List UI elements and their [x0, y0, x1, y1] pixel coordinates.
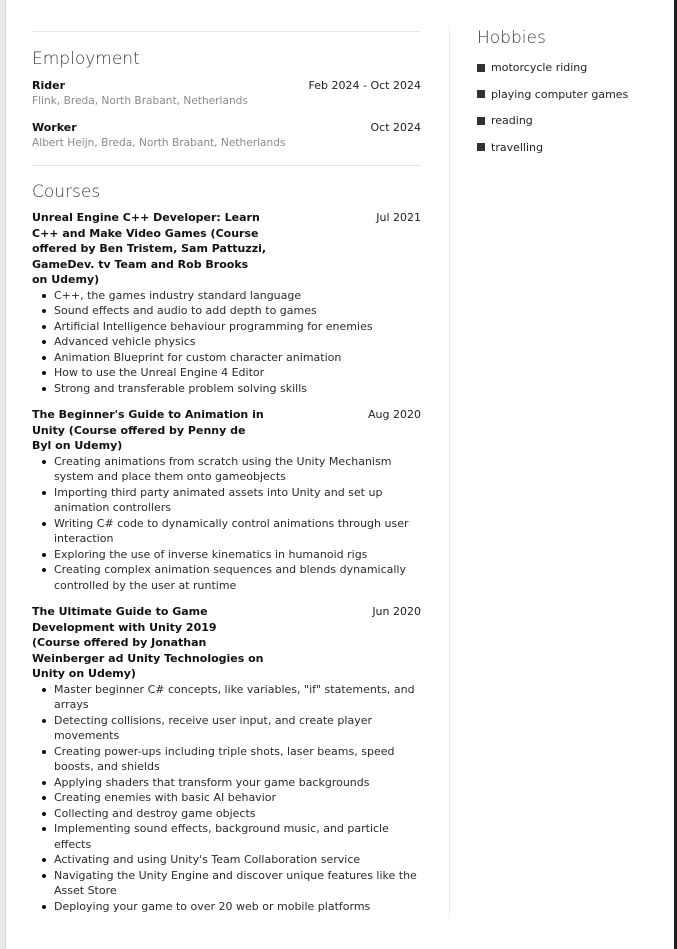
job-date: Feb 2024 - Oct 2024 [308, 79, 421, 92]
window-edge-left [0, 0, 6, 949]
list-item: Advanced vehicle physics [32, 334, 424, 350]
list-item: C++, the games industry standard language [32, 288, 424, 304]
course-entry [32, 210, 421, 396]
square-bullet-icon [477, 143, 485, 151]
list-item: Creating complex animation sequences and blends dynamically controlled by the user at runtime [32, 562, 424, 593]
list-item: Navigating the Unity Engine and discover unique features like the Asset Store [32, 868, 424, 899]
course-entry [32, 604, 421, 914]
employment-heading: Employment [32, 49, 140, 69]
course-title: Unreal Engine C++ Developer: Learn C++ and Make Video Games (Course offered by Ben Tristem, Sam Pattuzzi, GameDev. tv Team and Rob Brooks on Udemy) [32, 211, 267, 286]
job-title: Worker [32, 121, 77, 134]
sidebar [477, 28, 657, 166]
hobby-item: travelling [477, 140, 657, 167]
course-bullets [32, 288, 421, 397]
hobby-item: motorcycle riding [477, 60, 657, 87]
course-date: Jul 2021 [376, 211, 421, 224]
list-item: Activating and using Unity's Team Collaboration service [32, 852, 424, 868]
job-location: Albert Heijn, Breda, North Brabant, Netherlands [32, 137, 286, 149]
hobby-item: playing computer games [477, 87, 657, 114]
column-divider [449, 26, 450, 918]
course-bullets [32, 682, 421, 915]
course-bullets [32, 454, 421, 594]
course-title: The Ultimate Guide to Game Development with Unity 2019 (Course offered by Jonathan Weinberger ad Unity Technologies on Unity on Udemy) [32, 605, 264, 680]
list-item: Implementing sound effects, background music, and particle effects [32, 821, 424, 852]
square-bullet-icon [477, 64, 485, 72]
list-item: Importing third party animated assets into Unity and set up animation controllers [32, 485, 424, 516]
job-date: Oct 2024 [370, 121, 421, 134]
courses-heading: Courses [32, 182, 101, 202]
list-item: Collecting and destroy game objects [32, 806, 424, 822]
course-date: Aug 2020 [368, 408, 421, 421]
list-item: Artificial Intelligence behaviour programming for enemies [32, 319, 424, 335]
list-item: Strong and transferable problem solving skills [32, 381, 424, 397]
list-item: Animation Blueprint for custom character animation [32, 350, 424, 366]
main-column [32, 0, 421, 914]
list-item: Sound effects and audio to add depth to games [32, 303, 424, 319]
hobby-item: reading [477, 113, 657, 140]
square-bullet-icon [477, 117, 485, 125]
list-item: Master beginner C# concepts, like variables, "if" statements, and arrays [32, 682, 424, 713]
list-item: Detecting collisions, receive user input, and create player movements [32, 713, 424, 744]
course-entry [32, 407, 421, 593]
job-location: Flink, Breda, North Brabant, Netherlands [32, 95, 248, 107]
hobbies-heading: Hobbies [477, 28, 546, 48]
list-item: Writing C# code to dynamically control animations through user interaction [32, 516, 424, 547]
list-item: Applying shaders that transform your game backgrounds [32, 775, 424, 791]
course-date: Jun 2020 [372, 605, 421, 618]
job-entry [32, 121, 421, 163]
list-item: How to use the Unreal Engine 4 Editor [32, 365, 424, 381]
list-item: Exploring the use of inverse kinematics in humanoid rigs [32, 547, 424, 563]
course-title: The Beginner's Guide to Animation in Unity (Course offered by Penny de Byl on Udemy) [32, 408, 264, 452]
list-item: Creating power-ups including triple shots, laser beams, speed boosts, and shields [32, 744, 424, 775]
list-item: Creating animations from scratch using the Unity Mechanism system and place them onto gameobjects [32, 454, 424, 485]
square-bullet-icon [477, 90, 485, 98]
job-title: Rider [32, 79, 65, 92]
list-item: Deploying your game to over 20 web or mobile platforms [32, 899, 424, 915]
list-item: Creating enemies with basic AI behavior [32, 790, 424, 806]
job-entry [32, 79, 421, 121]
